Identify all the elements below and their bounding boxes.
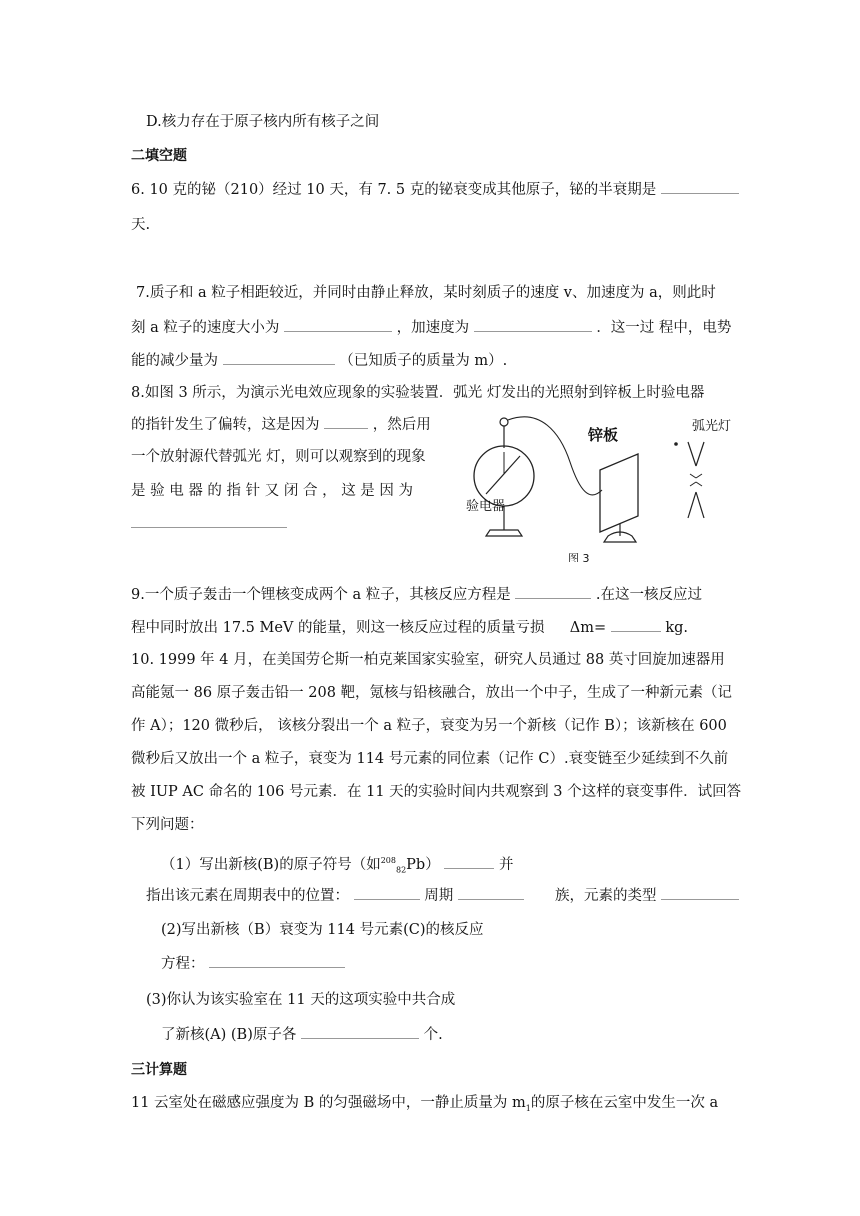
question-11-line1	[131, 1093, 718, 1119]
q10-sub2-line1: (2)写出新核（B）衰变为 114 号元素(C)的核反应	[161, 922, 484, 938]
q11-subscript: 1	[525, 1103, 531, 1113]
q7-text-d: 能的减少量为	[131, 353, 218, 369]
question-8-line4: 是 验 电 器 的 指 针 又 闭 合 ， 这 是 因 为	[131, 483, 414, 499]
question-7-line3	[131, 351, 507, 371]
q9-mass-defect-blank[interactable]	[611, 619, 661, 632]
arc-lamp-label: 弧光灯	[692, 419, 732, 434]
arc-lamp-dot	[674, 442, 678, 446]
q10-mass-number: 208	[380, 856, 396, 865]
q7-acceleration-blank[interactable]	[474, 319, 592, 332]
q6-answer-blank[interactable]	[661, 181, 739, 194]
q8-text-b: ，然后用	[372, 417, 431, 433]
q10-sub1-text: （1）写出新核(B)的原子符号（如	[161, 856, 381, 873]
q7-energy-blank[interactable]	[223, 352, 335, 365]
q7-text-a: 刻 a 粒子的速度大小为	[131, 320, 280, 336]
q10-count-text: 了新核(A) (B)原子各	[161, 1027, 297, 1043]
q8-second-reason-blank[interactable]	[131, 515, 287, 528]
q7-text-e: （已知质子的质量为 m）.	[339, 353, 508, 369]
q10-group-blank[interactable]	[458, 887, 524, 900]
question-10-line3: 作 A）；120 微秒后， 该核分裂出一个 a 粒子，衰变为另一个新核（记作 B）；该新核在 600	[131, 718, 727, 734]
option-d: D.核力存在于原子核内所有核子之间	[146, 114, 380, 130]
q10-sub1-line2	[146, 886, 739, 906]
zinc-plate	[600, 454, 638, 532]
q10-count-blank[interactable]	[301, 1026, 419, 1039]
q7-text-b: ，加速度为	[396, 320, 470, 336]
q11-text-a: 11 云室处在磁感应强度为 B 的匀强磁场中，一静止质量为 m	[131, 1095, 526, 1111]
q9-unit: kg.	[665, 620, 689, 636]
q10-atomic-number: 82	[395, 865, 407, 875]
section-heading-fill-in: 二填空题	[131, 148, 187, 164]
arc-lamp-electrode	[688, 442, 696, 466]
q11-text-b: 的原子核在云室中发生一次 a	[530, 1095, 719, 1111]
q10-sub3-line2	[161, 1025, 443, 1045]
electroscope-knob	[500, 418, 508, 426]
q10-equation-label: 方程：	[161, 956, 205, 972]
question-9-line1	[131, 585, 702, 605]
q10-group-type-label: 族，元素的类型	[555, 888, 657, 904]
q7-text-c: ．这一过 程中，电势	[596, 320, 732, 336]
q10-symbol-blank[interactable]	[444, 856, 494, 869]
question-7-line1: 7.质子和 a 粒子相距较近，并同时由静止释放，某时刻质子的速度 v、加速度为 a，则此时	[136, 285, 716, 301]
q8-reason-blank[interactable]	[324, 416, 368, 429]
q9-text-c: 程中同时放出 17.5 MeV 的能量，则这一核反应过程的质量亏损	[131, 620, 545, 636]
q6-text: 6. 10 克的铋（210）经过 10 天，有 7. 5 克的铋衰变成其他原子，铋的半衰期是	[131, 182, 657, 198]
figure-caption: 图 3	[568, 552, 590, 562]
q10-unit: 个.	[423, 1027, 443, 1043]
question-8-line3: 一个放射源代替弧光 灯，则可以观察到的现象	[131, 449, 426, 465]
q7-velocity-blank[interactable]	[284, 319, 392, 332]
q10-sub1-line1	[161, 851, 513, 881]
q10-sub3-line1: (3)你认为该实验室在 11 天的这项实验中共合成	[146, 992, 456, 1008]
question-9-line2	[131, 618, 688, 638]
question-8-line1: 8.如图 3 所示，为演示光电效应现象的实验装置．弧光 灯发出的光照射到锌板上时验电器	[131, 385, 705, 401]
question-10-line4: 微秒后又放出一个 a 粒子，衰变为 114 号元素的同位素（记作 C）.衰变链至少延续到不久前	[131, 751, 729, 767]
electroscope-needle	[486, 456, 520, 494]
question-10-line5: 被 IUP AC 命名的 106 号元素．在 11 天的实验时间内共观察到 3 个这样的衰变事件．试回答	[131, 784, 742, 800]
q10-period-label: 周期	[424, 888, 454, 904]
q10-sub2-line2	[161, 954, 345, 974]
section-heading-calculation: 三计算题	[131, 1062, 187, 1078]
q9-delta-m: Δm=	[569, 620, 607, 636]
q9-equation-blank[interactable]	[515, 586, 591, 599]
question-10-line1: 10. 1999 年 4 月，在美国劳仑斯一柏克莱国家实验室，研究人员通过 88 英寸回旋加速器用	[131, 652, 725, 668]
question-7-line2	[131, 318, 731, 338]
question-8-line5	[131, 514, 287, 534]
question-6-line1	[131, 180, 739, 200]
question-6-line2: 天.	[131, 217, 151, 233]
q10-type-blank[interactable]	[661, 887, 739, 900]
q10-period-blank[interactable]	[354, 887, 420, 900]
q10-pb-symbol: Pb）	[406, 856, 440, 873]
q10-equation-blank[interactable]	[209, 955, 345, 968]
q10-position-text: 指出该元素在周期表中的位置：	[146, 888, 349, 904]
q9-text-b: .在这一核反应过	[595, 587, 703, 603]
photoelectric-apparatus-figure	[460, 412, 760, 562]
q8-text-a: 的指针发生了偏转，这是因为	[131, 417, 320, 433]
question-10-line2: 高能氪一 86 原子轰击铅一 208 靶，氪核与铅核融合，放出一个中子，生成了一种新元素（记	[131, 685, 733, 701]
zinc-plate-label: 锌板	[588, 426, 619, 444]
q10-and: 并	[498, 856, 514, 873]
question-10-line6: 下列问题：	[131, 817, 204, 833]
q9-text-a: 9.一个质子轰击一个锂核变成两个 a 粒子，其核反应方程是	[131, 587, 511, 603]
electroscope-label: 验电器	[466, 499, 506, 514]
question-8-line2	[131, 415, 431, 435]
